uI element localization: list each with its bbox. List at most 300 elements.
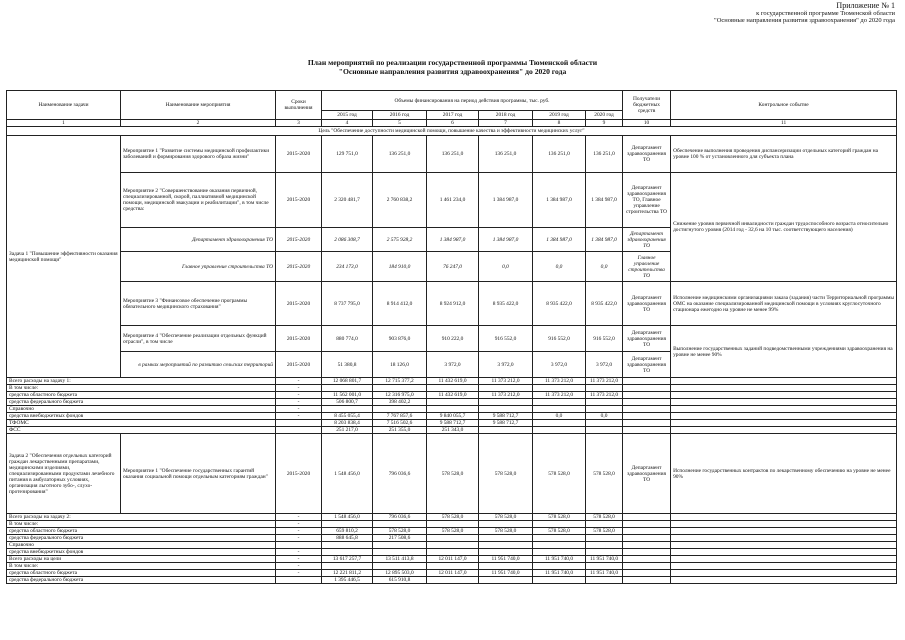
summary-empty-cell: [671, 399, 897, 406]
value-cell: 2 760 838,2: [373, 173, 427, 228]
summary-value: [586, 542, 623, 549]
plan-table: [6, 90, 897, 584]
summary-value: 11 951 740,0: [533, 570, 586, 577]
value-cell: 129 751,0: [322, 136, 373, 173]
appendix-title: Приложение № 1: [836, 1, 895, 10]
summary-value: 11 432 619,0: [427, 392, 479, 399]
summary-label: Всего расходы на цели: [7, 556, 276, 563]
summary-value: 13 617 257,7: [322, 556, 373, 563]
summary-dash: -: [276, 563, 322, 570]
value-cell: 0,0: [533, 252, 586, 282]
summary-value: 615 910,8: [373, 577, 427, 584]
measure-term: 2015-2020: [276, 173, 322, 228]
summary-label: средства федерального бюджета: [7, 535, 276, 542]
summary-row: [7, 556, 897, 563]
summary-value: [533, 406, 586, 413]
summary-value: 9 840 055,7: [427, 413, 479, 420]
value-cell: 1 384 987,0: [479, 173, 533, 228]
value-cell: 1 384 987,0: [533, 173, 586, 228]
measure-name: Мероприятие 2 "Совершенствование оказания первичной, специализированной, скорой, паллиативной медицинской помощи, медицинской эвакуации и реабилитации", в том числе средства:: [121, 173, 276, 228]
value-cell: 796 036,6: [373, 434, 427, 514]
summary-value: 11 432 619,0: [427, 378, 479, 385]
summary-dash: -: [276, 528, 322, 535]
measure-term: 2015-2020: [276, 352, 322, 378]
column-number: 4: [322, 120, 373, 127]
summary-value: [479, 535, 533, 542]
recipient-cell: Департамент здравоохранения ТО: [623, 136, 671, 173]
value-cell: 578 528,0: [533, 434, 586, 514]
column-number: 6: [427, 120, 479, 127]
summary-value: [427, 542, 479, 549]
summary-label: Справочно: [7, 542, 276, 549]
summary-value: [479, 577, 533, 584]
value-cell: 136 251,0: [586, 136, 623, 173]
summary-value: [533, 399, 586, 406]
control-event: Исполнение медицинскими организациями заказа (задания) части Территориальной программы ОМС на оказание специализированной медицинской помощи в условиях круглосуточного стационара ежегодно на уровне не менее 99%: [671, 282, 897, 326]
value-cell: 1 384 987,0: [586, 228, 623, 252]
value-cell: 1 548 456,0: [322, 434, 373, 514]
summary-empty-cell: [671, 549, 897, 556]
value-cell: 1 384 987,0: [427, 228, 479, 252]
summary-empty-cell: [671, 542, 897, 549]
summary-value: [322, 542, 373, 549]
summary-empty-cell: [671, 556, 897, 563]
summary-value: [373, 521, 427, 528]
column-number: 10: [623, 120, 671, 127]
summary-value: [427, 385, 479, 392]
summary-dash: -: [276, 399, 322, 406]
table-body: [7, 127, 897, 378]
summary-label: Всего расходы на задачу 2:: [7, 514, 276, 521]
summary-empty-cell: [623, 549, 671, 556]
summary-empty-cell: [623, 521, 671, 528]
summary-row: [7, 413, 897, 420]
summary-value: [479, 385, 533, 392]
summary-value: 11 951 740,0: [479, 570, 533, 577]
summary-row: [7, 514, 897, 521]
summary-value: [322, 521, 373, 528]
recipient-cell: Департамент здравоохранения ТО: [623, 282, 671, 326]
summary-value: [427, 399, 479, 406]
summary-empty-cell: [623, 514, 671, 521]
summary-value: 11 373 212,0: [533, 392, 586, 399]
value-cell: 3 972,0: [533, 352, 586, 378]
value-cell: 0,0: [586, 252, 623, 282]
summary-value: [533, 542, 586, 549]
summary-empty-cell: [671, 413, 897, 420]
summary-value: [427, 535, 479, 542]
summary-empty-cell: [671, 420, 897, 427]
summary-value: [586, 535, 623, 542]
summary-value: 398 402,2: [373, 399, 427, 406]
measure-name: Мероприятие 3 "Финансовое обеспечение программы обязательного медицинского страхования": [121, 282, 276, 326]
recipient-cell: Департамент здравоохранения ТО: [623, 228, 671, 252]
value-cell: 3 972,0: [427, 352, 479, 378]
summary-row: [7, 406, 897, 413]
task-1-summary: [7, 378, 897, 434]
summary-row: [7, 577, 897, 584]
summary-value: [373, 549, 427, 556]
measure-term: 2015-2020: [276, 252, 322, 282]
summary-value: [586, 385, 623, 392]
summary-value: 7 516 502,6: [373, 420, 427, 427]
summary-row: [7, 528, 897, 535]
summary-value: [322, 549, 373, 556]
summary-empty-cell: [671, 521, 897, 528]
summary-value: [427, 577, 479, 584]
summary-empty-cell: [671, 427, 897, 434]
summary-value: [586, 549, 623, 556]
summary-empty-cell: [623, 378, 671, 385]
summary-label: Справочно: [7, 406, 276, 413]
summary-value: [533, 563, 586, 570]
summary-empty-cell: [623, 427, 671, 434]
measure-term: 2015-2020: [276, 136, 322, 173]
summary-value: 578 528,0: [533, 528, 586, 535]
value-cell: 136 251,0: [533, 136, 586, 173]
summary-value: [373, 406, 427, 413]
summary-value: 659 810,2: [322, 528, 373, 535]
summary-dash: -: [276, 514, 322, 521]
value-cell: 916 552,0: [479, 326, 533, 352]
document-title-line-1: План мероприятий по реализации государственной программы Тюменской области: [307, 58, 598, 67]
summary-value: 578 528,0: [427, 514, 479, 521]
summary-value: 578 528,0: [373, 528, 427, 535]
measure-subitem: Главное управление строительства ТО: [121, 252, 276, 282]
summary-empty-cell: [671, 514, 897, 521]
table-header: [7, 91, 897, 127]
measure-name: Мероприятие 4 "Обеспечение реализации отдельных функций отрасли", в том числе: [121, 326, 276, 352]
value-cell: 8 737 795,0: [322, 282, 373, 326]
summary-empty-cell: [623, 392, 671, 399]
value-cell: 880 774,0: [322, 326, 373, 352]
task-2-name: Задача 2 "Обеспечения отдельных категорий граждан лекарственными препаратами, медицинскими изделиями, специализированными продуктами лечебного питания в амбулаторных условиях, организация льготного зубо-, слухо-протезирования": [7, 434, 121, 514]
goal-row: Цель "Обеспечение доступности медицинской помощи, повышение качества и эффективности медицинских услуг": [7, 127, 897, 136]
summary-value: 11 373 212,0: [479, 378, 533, 385]
summary-value: 11 951 740,0: [586, 556, 623, 563]
summary-label: ФСС: [7, 427, 276, 434]
document-title-line-2: "Основные направления развития здравоохранения" до 2020 года: [338, 67, 567, 76]
summary-label: средства внебюджетных фондов: [7, 549, 276, 556]
value-cell: 916 552,0: [586, 326, 623, 352]
summary-empty-cell: [671, 406, 897, 413]
summary-empty-cell: [671, 577, 897, 584]
measure-term: 2015-2020: [276, 282, 322, 326]
summary-value: [586, 563, 623, 570]
value-cell: 578 528,0: [479, 434, 533, 514]
summary-empty-cell: [671, 570, 897, 577]
summary-value: [479, 427, 533, 434]
summary-label: средства внебюджетных фондов: [7, 413, 276, 420]
appendix-line-1: к государственной программе Тюменской области: [756, 9, 895, 17]
summary-value: 7 767 857,6: [373, 413, 427, 420]
summary-row: [7, 392, 897, 399]
summary-dash: -: [276, 378, 322, 385]
summary-value: [373, 385, 427, 392]
summary-value: [427, 563, 479, 570]
value-cell: 3 972,0: [479, 352, 533, 378]
document-title: [0, 58, 905, 76]
summary-dash: -: [276, 385, 322, 392]
value-cell: 2 575 928,2: [373, 228, 427, 252]
summary-row: [7, 535, 897, 542]
summary-dash: -: [276, 549, 322, 556]
summary-value: [533, 420, 586, 427]
summary-value: 0,0: [586, 413, 623, 420]
summary-value: 251 355,0: [373, 427, 427, 434]
summary-value: [322, 563, 373, 570]
control-event: Снижение уровня первичной инвалидности граждан трудоспособного возраста относительно достигнутого уровня (2014 год - 32,6 на 10 тыс. соответствующего населения): [671, 173, 897, 282]
summary-value: 578 528,0: [586, 514, 623, 521]
value-cell: 136 251,0: [373, 136, 427, 173]
summary-value: 9 588 712,7: [479, 420, 533, 427]
summary-empty-cell: [623, 556, 671, 563]
control-event: Обеспечение выполнения проведения диспансеризации отдельных категорий граждан на уровне 100 % от установленного для субъекта плана: [671, 136, 897, 173]
column-number: 1: [7, 120, 121, 127]
summary-value: 12 895 503,0: [373, 570, 427, 577]
summary-value: 12 068 801,7: [322, 378, 373, 385]
summary-value: 578 528,0: [427, 528, 479, 535]
summary-dash: -: [276, 556, 322, 563]
header-task: Наименование задачи: [7, 91, 121, 120]
column-number: 8: [533, 120, 586, 127]
value-cell: 184 910,0: [373, 252, 427, 282]
column-numbers-row: [7, 120, 897, 127]
summary-value: 12 715 377,2: [373, 378, 427, 385]
summary-value: 11 951 740,0: [479, 556, 533, 563]
value-cell: 8 935 422,0: [586, 282, 623, 326]
header-funding: Объемы финансирования на период действия программы, тыс. руб.: [322, 91, 623, 111]
column-number: 5: [373, 120, 427, 127]
measure-name: Мероприятие 1 "Обеспечение государственных гарантий оказания социальной помощи отдельным категориям граждан": [121, 434, 276, 514]
summary-value: 12 316 975,0: [373, 392, 427, 399]
summary-value: [586, 427, 623, 434]
summary-label: В том числе:: [7, 563, 276, 570]
summary-label: средства федерального бюджета: [7, 577, 276, 584]
summary-value: 9 588 712,7: [427, 420, 479, 427]
appendix-line-2: "Основные направления развития здравоохранения" до 2020 года: [714, 17, 895, 24]
value-cell: 8 935 422,0: [479, 282, 533, 326]
recipient-cell: Департамент здравоохранения ТО: [623, 434, 671, 514]
summary-value: [479, 521, 533, 528]
summary-empty-cell: [623, 535, 671, 542]
value-cell: 2 086 308,7: [322, 228, 373, 252]
summary-empty-cell: [671, 535, 897, 542]
summary-dash: [276, 542, 322, 549]
summary-value: [373, 563, 427, 570]
summary-dash: -: [276, 392, 322, 399]
column-number: 7: [479, 120, 533, 127]
value-cell: 136 251,0: [427, 136, 479, 173]
recipient-cell: Департамент здравоохранения ТО, Главное управление строительства ТО: [623, 173, 671, 228]
header-year: 2020 год: [586, 111, 623, 120]
summary-empty-cell: [671, 563, 897, 570]
summary-empty-cell: [623, 563, 671, 570]
summary-empty-cell: [623, 399, 671, 406]
control-event: Выполнение государственных заданий подведомственными учреждениями здравоохранения на уровне не менее 90%: [671, 326, 897, 378]
summary-empty-cell: [623, 406, 671, 413]
value-cell: 910 222,0: [427, 326, 479, 352]
column-number: 2: [121, 120, 276, 127]
summary-value: 8 203 838,4: [322, 420, 373, 427]
summary-value: 12 011 147,0: [427, 570, 479, 577]
summary-label: В том числе:: [7, 385, 276, 392]
summary-value: 578 528,0: [533, 514, 586, 521]
summary-row: [7, 385, 897, 392]
summary-row: [7, 521, 897, 528]
summary-label: Всего расходы на задачу 1:: [7, 378, 276, 385]
measure-term: 2015-2020: [276, 326, 322, 352]
summary-dash: -: [276, 521, 322, 528]
summary-label: средства областного бюджета: [7, 392, 276, 399]
summary-value: [373, 542, 427, 549]
summary-value: 796 036,6: [373, 514, 427, 521]
summary-value: [586, 420, 623, 427]
control-event: Исполнение государственных контрактов по лекарственному обеспечению на уровне не менее 90%: [671, 434, 897, 514]
summary-value: 11 373 212,0: [586, 378, 623, 385]
header-control: Контрольное событие: [671, 91, 897, 120]
value-cell: 51 380,8: [322, 352, 373, 378]
summary-value: [533, 427, 586, 434]
value-cell: 916 552,0: [533, 326, 586, 352]
value-cell: 1 384 987,0: [479, 228, 533, 252]
summary-value: 12 011 147,0: [427, 556, 479, 563]
summary-value: [322, 385, 373, 392]
summary-value: [427, 406, 479, 413]
value-cell: 578 528,0: [586, 434, 623, 514]
summary-empty-cell: [671, 528, 897, 535]
summary-empty-cell: [623, 570, 671, 577]
summary-dash: [276, 577, 322, 584]
summary-value: 1 548 456,0: [322, 514, 373, 521]
summary-value: [479, 406, 533, 413]
summary-value: 11 373 212,0: [533, 378, 586, 385]
summary-row: [7, 549, 897, 556]
summary-value: [427, 549, 479, 556]
summary-value: [479, 549, 533, 556]
summary-value: 8 455 055,4: [322, 413, 373, 420]
summary-value: 888 645,8: [322, 535, 373, 542]
summary-dash: -: [276, 413, 322, 420]
summary-empty-cell: [623, 413, 671, 420]
value-cell: 8 935 422,0: [533, 282, 586, 326]
measure-subitem: Департамент здравоохранения ТО: [121, 228, 276, 252]
summary-value: [586, 521, 623, 528]
measure-term: 2015-2020: [276, 434, 322, 514]
summary-label: В том числе:: [7, 521, 276, 528]
summary-label: средства областного бюджета: [7, 570, 276, 577]
summary-row: [7, 420, 897, 427]
header-year: 2015 год: [322, 111, 373, 120]
column-number: 9: [586, 120, 623, 127]
summary-value: [533, 385, 586, 392]
summary-empty-cell: [623, 542, 671, 549]
summary-value: 11 951 740,0: [586, 570, 623, 577]
value-cell: 18 126,0: [373, 352, 427, 378]
header-year: 2018 год: [479, 111, 533, 120]
summary-value: 13 511 413,8: [373, 556, 427, 563]
summary-value: [533, 521, 586, 528]
value-cell: 1 384 987,0: [533, 228, 586, 252]
task-2-body: [7, 434, 897, 514]
summary-value: [533, 549, 586, 556]
header-term: Сроки выполнения: [276, 91, 322, 120]
summary-value: [533, 535, 586, 542]
summary-value: 251 217,0: [322, 427, 373, 434]
summary-empty-cell: [671, 378, 897, 385]
table-row: [7, 136, 897, 173]
task-1-name: Задача 1 "Повышение эффективности оказания медицинской помощи": [7, 136, 121, 378]
summary-dash: -: [276, 535, 322, 542]
header-measure: Наименование мероприятия: [121, 91, 276, 120]
header-year: 2016 год: [373, 111, 427, 120]
recipient-cell: Департамент здравоохранения ТО: [623, 352, 671, 378]
summary-value: [533, 577, 586, 584]
table-row: [7, 326, 897, 352]
summary-empty-cell: [623, 420, 671, 427]
summary-value: 506 800,7: [322, 399, 373, 406]
table-row: [7, 434, 897, 514]
value-cell: 1 461 234,0: [427, 173, 479, 228]
summary-dash: -: [276, 570, 322, 577]
summary-value: [479, 542, 533, 549]
summary-value: 0,0: [533, 413, 586, 420]
value-cell: 2 320 481,7: [322, 173, 373, 228]
summary-value: [322, 406, 373, 413]
summary-row: [7, 563, 897, 570]
value-cell: 8 924 912,0: [427, 282, 479, 326]
summary-value: 11 951 740,0: [533, 556, 586, 563]
header-year: 2017 год: [427, 111, 479, 120]
value-cell: 76 247,0: [427, 252, 479, 282]
summary-row: [7, 399, 897, 406]
summary-value: 578 528,0: [479, 528, 533, 535]
measure-term: 2015-2020: [276, 228, 322, 252]
summary-dash: [276, 420, 322, 427]
summary-row: [7, 427, 897, 434]
summary-value: 1 395 446,5: [322, 577, 373, 584]
summary-row: [7, 570, 897, 577]
summary-value: 578 528,0: [586, 528, 623, 535]
appendix-note: [714, 2, 895, 25]
summary-label: средства федерального бюджета: [7, 399, 276, 406]
value-cell: 1 384 987,0: [586, 173, 623, 228]
value-cell: 0,0: [479, 252, 533, 282]
summary-empty-cell: [623, 528, 671, 535]
summary-value: [586, 577, 623, 584]
column-number: 11: [671, 120, 897, 127]
summary-empty-cell: [671, 392, 897, 399]
summary-value: [479, 563, 533, 570]
summary-dash: -: [276, 406, 322, 413]
summary-label: ТФОМС: [7, 420, 276, 427]
table-row: [7, 173, 897, 228]
summary-label: средства областного бюджета: [7, 528, 276, 535]
summary-empty-cell: [671, 385, 897, 392]
summary-value: [427, 521, 479, 528]
summary-row: [7, 542, 897, 549]
value-cell: 903 876,0: [373, 326, 427, 352]
summary-value: 11 373 212,0: [479, 392, 533, 399]
column-number: 3: [276, 120, 322, 127]
table-row: [7, 282, 897, 326]
summary-value: 217 508,6: [373, 535, 427, 542]
summary-row: [7, 378, 897, 385]
summary-value: 9 588 712,7: [479, 413, 533, 420]
value-cell: 578 528,0: [427, 434, 479, 514]
summary-value: 251 343,0: [427, 427, 479, 434]
summary-value: 11 373 212,0: [586, 392, 623, 399]
